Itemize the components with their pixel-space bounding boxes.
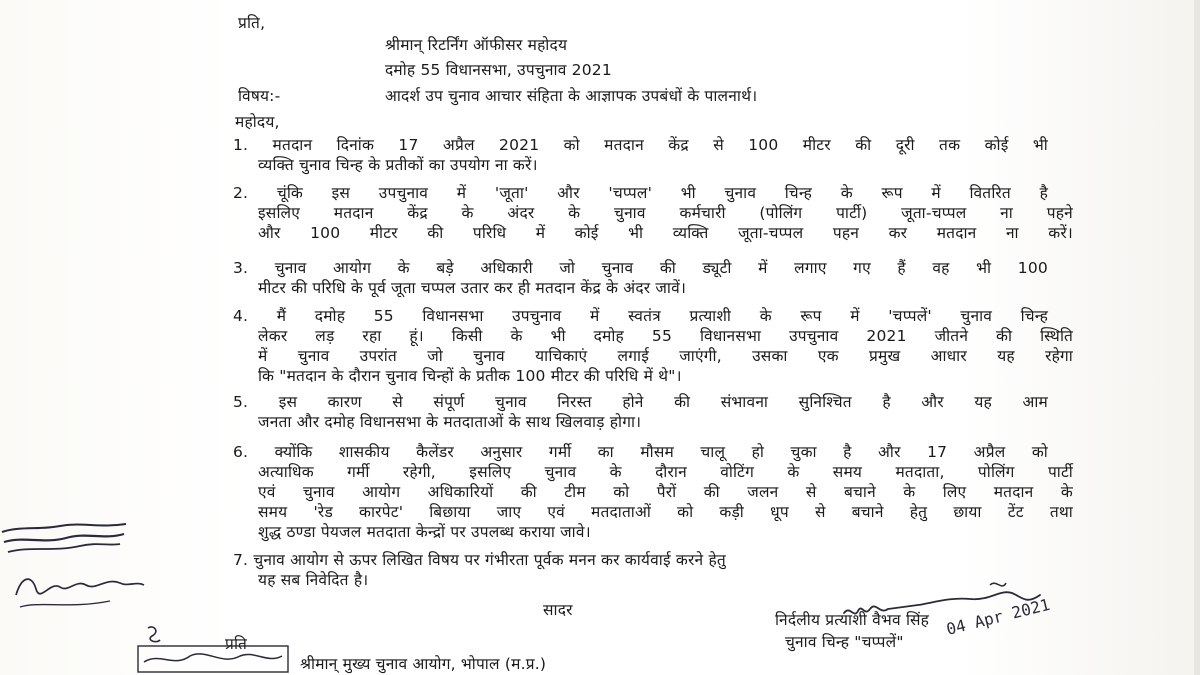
point-3-line-2: मीटर की परिधि के पूर्व जूता चप्पल उतार कर ही मतदान केंद्र के अंदर जावें। [258, 279, 687, 297]
addressee: श्रीमान् रिटर्निंग ऑफीसर महोदय [385, 36, 568, 54]
point-1-line-2: व्यक्ति चुनाव चिन्ह के प्रतीकों का उपयोग ना करें। [258, 156, 538, 174]
saadar: सादर [543, 601, 573, 619]
salutation: महोदय, [235, 113, 280, 131]
point-6-line-4: समय 'रेड कारपेट' बिछाया जाए एवं मतदाताओं को कड़ी धूप से बचाने हेतु छाया टेंट तथा [258, 503, 1073, 521]
point-2-line-3: और 100 मीटर की परिधि में कोई भी व्यक्ति जूता-चप्पल पहन कर मतदान ना करें। [258, 224, 1073, 242]
point-4-line-1: 4. मैं दमोह 55 विधानसभा उपचुनाव में स्वतंत्र प्रत्याशी के रूप में 'चप्पलें' चुनाव चिन्ह [233, 307, 1048, 325]
subject-text: आदर्श उप चुनाव आचार संहिता के आज्ञापक उपबंधों के पालनार्थ। [385, 87, 758, 105]
prati-label: प्रति, [238, 14, 266, 32]
point-4-line-2: लेकर लड़ रहा हूं। किसी के भी दमोह 55 विधानसभा उपचुनाव 2021 जीतने की स्थिति [258, 327, 1073, 345]
scan-edge [1194, 0, 1200, 675]
copy-to-label: प्रति [225, 635, 248, 653]
margin-initials-mark [10, 565, 150, 615]
constituency: दमोह 55 विधानसभा, उपचुनाव 2021 [385, 61, 612, 79]
point-7-line-1: 7. चुनाव आयोग से ऊपर लिखित विषय पर गंभीरता पूर्वक मनन कर कार्यवाई करने हेतु [233, 551, 726, 569]
signature-date: 04 Apr 2021 [944, 594, 1052, 639]
point-5-line-2: जनता और दमोह विधानसभा के मतदाताओं के साथ खिलवाड़ होगा। [258, 413, 642, 431]
point-2-line-1: 2. चूंकि इस उपचुनाव में 'जूता' और 'चप्पल' भी चुनाव चिन्ह के रूप में वितरित है [233, 184, 1048, 202]
subject-label: विषय:- [238, 87, 281, 105]
point-5-line-1: 5. इस कारण से संपूर्ण चुनाव निरस्त होने की संभावना सुनिश्चित है और यह आम [233, 393, 1048, 411]
point-6-line-1: 6. क्योंकि शासकीय कैलेंडर अनुसार गर्मी का मौसम चालू हो चुका है और 17 अप्रैल को [233, 443, 1048, 461]
point-7-line-2: यह सब निवेदित है। [258, 571, 369, 589]
signature-scribble [840, 575, 1100, 645]
margin-strike-mark [0, 518, 130, 558]
point-3-line-1: 3. चुनाव आयोग के बड़े अधिकारी जो चुनाव की ड्यूटी में लगाए गए हैं वह भी 100 [233, 259, 1048, 277]
copy-to-recipient: श्रीमान् मुख्य चुनाव आयोग, भोपाल (म.प्र.) [300, 655, 547, 673]
margin-stamp-mark [130, 622, 300, 675]
point-4-line-3: में चुनाव उपरांत जो चुनाव याचिकाएं लगाई जाएंगी, उसका एक प्रमुख आधार यह रहेगा [258, 347, 1073, 365]
point-4-line-4: कि "मतदान के दौरान चुनाव चिन्हों के प्रतीक 100 मीटर की परिधि में थे"। [258, 367, 682, 385]
point-1-line-1: 1. मतदान दिनांक 17 अप्रैल 2021 को मतदान केंद्र से 100 मीटर की दूरी तक कोई भी [233, 136, 1048, 154]
point-6-line-2: अत्याधिक गर्मी रहेगी, इसलिए चुनाव के दौरान वोटिंग के समय मतदाता, पोलिंग पार्टी [258, 463, 1073, 481]
point-2-line-2: इसलिए मतदान केंद्र के अंदर के चुनाव कर्मचारी (पोलिंग पार्टी) जूता-चप्पल ना पहने [258, 204, 1073, 222]
point-6-line-5: शुद्ध ठण्डा पेयजल मतदाता केन्द्रों पर उपलब्ध कराया जावे। [258, 523, 591, 541]
sender-name: निर्दलीय प्रत्याशी वैभव सिंह [775, 611, 930, 629]
sender-symbol: चुनाव चिन्ह "चप्पलें" [785, 633, 904, 651]
point-6-line-3: एवं चुनाव आयोग अधिकारियों की टीम को पैरों की जलन से बचाने के लिए मतदान के [258, 483, 1073, 501]
